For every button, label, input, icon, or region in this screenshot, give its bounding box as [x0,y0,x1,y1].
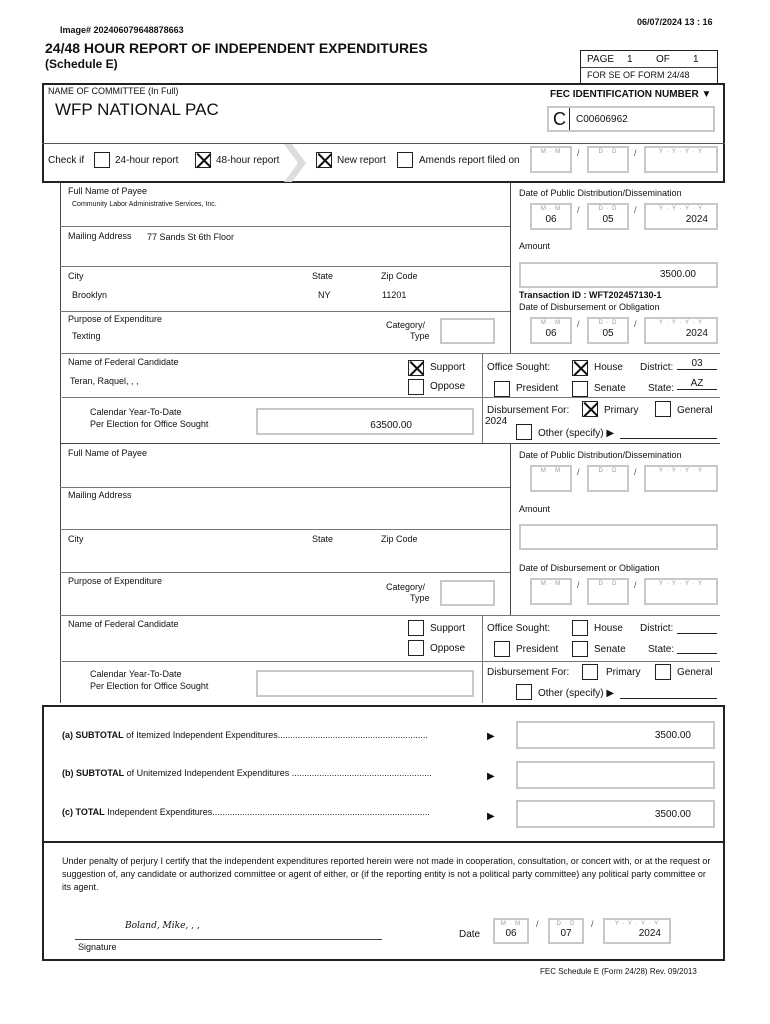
ytd-label-2-2: Per Election for Office Sought [90,681,209,691]
for-use-label: FOR SE OF FORM 24/48 [587,70,690,80]
form-footer-id: FEC Schedule E (Form 24/28) Rev. 09/2013 [540,967,697,976]
office-sought-label: Office Sought: [487,362,551,373]
disbursement-for-label: Disbursement For: [487,405,570,416]
payee-label-2: Full Name of Payee [68,448,148,458]
checkbox-general-2[interactable] [655,664,671,680]
label-48-hour: 48-hour report [216,155,280,166]
district-label: District: [640,362,674,373]
pub-date-yyyy[interactable]: Y · Y · Y · Y 2024 [644,203,718,230]
checkbox-other-2[interactable] [516,684,532,700]
checkbox-president-2[interactable] [494,641,510,657]
checkbox-other[interactable] [516,424,532,440]
candidate-label: Name of Federal Candidate [68,357,179,367]
mailing-address: 77 Sands St 6th Floor [147,232,235,242]
disb-date-yyyy-2[interactable]: Y · Y · Y · Y [644,578,718,605]
district-value: 03 [677,358,717,370]
state-label: State [312,271,334,281]
committee-name: WFP NATIONAL PAC [55,100,219,119]
total-c-label: Independent Expenditures....................................................................................... [107,807,430,817]
amount-field[interactable] [519,262,718,288]
checkbox-senate[interactable] [572,381,588,397]
disbursement-year: 2024 [485,416,508,427]
mailing-label: Mailing Address [68,231,132,241]
page-label: PAGE [587,54,615,65]
subtotal-a-label: of Itemized Independent Expenditures............................................................ [126,730,428,740]
amend-date-yyyy[interactable]: Y · Y · Y · Y [644,146,718,173]
city-label-2: City [68,534,84,544]
general-label: General [677,405,713,416]
signature-label: Signature [78,942,117,952]
payee-label: Full Name of Payee [68,186,148,196]
checkbox-primary-2[interactable] [582,664,598,680]
total-c-row [62,807,430,817]
signer-name: Boland, Mike, , , [125,921,200,931]
president-label-2: President [516,644,559,655]
other-label: Other (specify) ▶ [538,428,615,439]
type-label-2: Type [410,593,430,603]
house-label: House [594,362,623,373]
disbursement-for-label-2: Disbursement For: [487,667,570,678]
checkbox-support[interactable] [408,360,424,376]
subtotal-a-row [62,730,428,740]
pub-date-mm[interactable]: M · M 06 [530,203,572,230]
checkbox-president[interactable] [494,381,510,397]
checkbox-new-report[interactable] [316,152,332,168]
label-amends: Amends report filed on [419,155,520,166]
purpose-label: Purpose of Expenditure [68,314,163,324]
candidate-name: Teran, Raquel, , , [70,376,139,386]
transaction-id: Transaction ID : WFT202457130-1 [519,290,662,300]
category-field-2[interactable] [440,580,495,606]
ytd-amount-field[interactable] [256,408,474,435]
committee-name-label: NAME OF COMMITTEE (In Full) [48,86,179,96]
form-title: 24/48 HOUR REPORT OF INDEPENDENT EXPENDITURES [45,40,428,56]
mailing-label-2: Mailing Address [68,490,132,500]
amount-label-2: Amount [519,504,551,514]
senate-label-2: Senate [594,644,626,655]
pub-date-dd[interactable]: D · D 05 [587,203,629,230]
primary-label-2: Primary [606,667,641,678]
certification-text: Under penalty of perjury I certify that the independent expenditures reported herein were not made in cooperation, consultation, or concert with, or at the request or suggestion of, any candidate or authorized committee or agent of either, or (if the reporting entity is not a political party committee) any political party committee or its agent. [62,856,711,892]
timestamp: 06/07/2024 13 : 16 [637,17,713,27]
disb-date-yyyy[interactable]: Y · Y · Y · Y 2024 [644,317,718,344]
label-24-hour: 24-hour report [115,155,179,166]
total-c-title: (c) TOTAL [62,807,105,817]
amount-field-2[interactable] [519,524,718,550]
state-label-2: State [312,534,334,544]
payee-name: Community Labor Administrative Services, Inc. [72,201,217,208]
type-label: Type [410,331,430,341]
subtotal-b-title: (b) SUBTOTAL [62,768,125,778]
checkbox-primary[interactable] [582,401,598,417]
ytd-label-2: Per Election for Office Sought [90,419,209,429]
of-label: OF [656,54,670,65]
district-label-2: District: [640,623,674,634]
checkbox-24-hour[interactable] [94,152,110,168]
candidate-label-2: Name of Federal Candidate [68,619,179,629]
checkbox-oppose[interactable] [408,379,424,395]
sig-date-mm[interactable]: M · M 06 [493,918,529,944]
checkbox-house[interactable] [572,360,588,376]
disb-date-mm-2[interactable]: M · M [530,578,572,605]
pub-date-label: Date of Public Distribution/Dissemination [519,188,682,198]
fec-prefix: C [553,109,566,129]
president-label: President [516,383,559,394]
disb-date-label-2: Date of Disbursement or Obligation [519,563,660,573]
arrow-b-icon: ▶ [487,771,495,782]
state2-value: AZ [677,378,717,390]
support-label-2: Support [430,623,466,634]
sig-date-dd[interactable]: D · D 07 [548,918,584,944]
pub-date-yyyy-2[interactable]: Y · Y · Y · Y [644,465,718,492]
checkbox-general[interactable] [655,401,671,417]
sig-date-yyyy[interactable]: Y · Y · Y · Y 2024 [603,918,671,944]
state2-label-2: State: [648,644,675,655]
disb-date-dd[interactable]: D · D 05 [587,317,629,344]
total-c-field[interactable] [516,800,715,828]
pub-date-mm-2[interactable]: M · M [530,465,572,492]
checkbox-house-2[interactable] [572,620,588,636]
oppose-label: Oppose [430,381,466,392]
subtotal-a-field[interactable] [516,721,715,749]
checkbox-amends[interactable] [397,152,413,168]
disb-date-dd-2[interactable]: D · D [587,578,629,605]
oppose-label-2: Oppose [430,643,466,654]
form-subtitle: (Schedule E) [45,57,118,71]
subtotal-b-row [62,768,432,778]
purpose-label-2: Purpose of Expenditure [68,576,163,586]
fec-id-field [547,106,715,132]
page-number: 1 [627,54,633,65]
fec-id-label: FEC IDENTIFICATION NUMBER ▼ [550,89,712,100]
ytd-label-1: Calendar Year-To-Date [90,407,182,417]
subtotal-b-label: of Unitemized Independent Expenditures ........................................................ [126,768,432,778]
category-label-2: Category/ [386,582,426,592]
zip-label: Zip Code [381,271,418,281]
sig-date-label: Date [459,929,481,940]
disb-date-mm[interactable]: M · M 06 [530,317,572,344]
disb-date-label: Date of Disbursement or Obligation [519,302,660,312]
ytd-amount-field-2[interactable] [256,670,474,697]
pub-date-label-2: Date of Public Distribution/Dissemination [519,450,682,460]
subtotal-a-value: 3500.00 [654,730,691,741]
house-label-2: House [594,623,623,634]
state2-label: State: [648,383,675,394]
other-label-2: Other (specify) ▶ [538,688,615,699]
chevron-arrow-icon [284,144,306,182]
amend-date-dd[interactable]: D · D [587,146,629,173]
primary-label: Primary [604,405,639,416]
arrow-a-icon: ▶ [487,731,495,742]
total-c-value: 3500.00 [654,809,691,820]
city-value: Brooklyn [72,290,108,300]
city-label: City [68,271,84,281]
checkbox-48-hour[interactable] [195,152,211,168]
amount-value: 3500.00 [659,269,696,280]
checkbox-senate-2[interactable] [572,641,588,657]
zip-label-2: Zip Code [381,534,418,544]
fec-id-value: C00606962 [576,114,628,125]
category-field[interactable] [440,318,495,344]
senate-label: Senate [594,383,626,394]
zip-value: 11201 [382,290,407,300]
general-label-2: General [677,667,713,678]
checkbox-support-2[interactable] [408,620,424,636]
label-new-report: New report [337,155,386,166]
page-total: 1 [693,54,699,65]
image-number: Image# 202406079648878663 [60,25,184,35]
subtotal-b-field[interactable] [516,761,715,789]
support-label: Support [430,362,466,373]
ytd-amount: 63500.00 [370,420,412,431]
state-value: NY [318,290,331,300]
category-label: Category/ [386,320,426,330]
subtotal-a-title: (a) SUBTOTAL [62,730,124,740]
amend-date-mm[interactable]: M · M [530,146,572,173]
purpose-value: Texting [72,331,101,341]
pub-date-dd-2[interactable]: D · D [587,465,629,492]
checkbox-oppose-2[interactable] [408,640,424,656]
ytd-label-1-2: Calendar Year-To-Date [90,669,182,679]
amount-label: Amount [519,241,551,251]
arrow-c-icon: ▶ [487,811,495,822]
page-box [580,50,718,84]
check-if-label: Check if [48,155,85,166]
office-sought-label-2: Office Sought: [487,623,551,634]
